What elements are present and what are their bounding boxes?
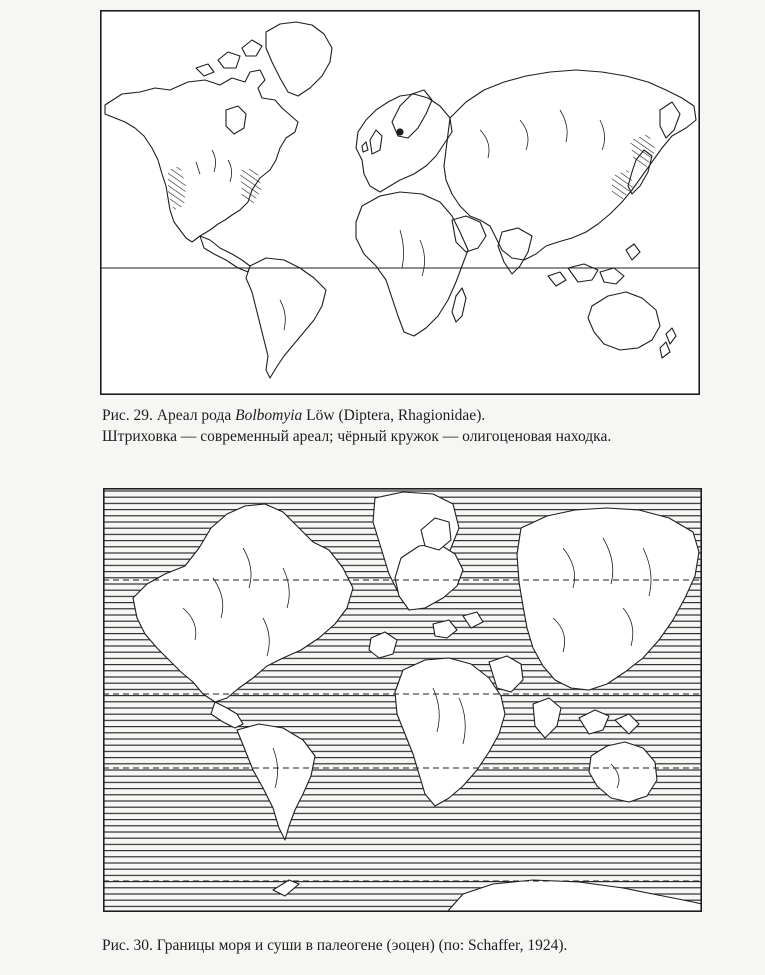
fig29-caption-line1 [102,405,611,426]
fig29-world-map [100,10,700,395]
fig29-map-border [101,11,699,394]
fig29-caption-prefix: Рис. 29. Ареал рода [102,407,236,424]
fig29-caption-suffix: Löw (Diptera, Rhagionidae). [302,407,486,424]
fig29-map-svg [100,10,700,395]
fig30-paleogene-map [103,488,702,912]
fig29-caption [102,405,611,447]
fig29-oligocene-find-dot [396,128,403,135]
fig29-caption-line2: Штриховка — современный ареал; чёрный кружок — олигоценовая находка. [102,428,612,445]
fig30-caption: Рис. 30. Границы моря и суши в палеогене (эоцен) (по: Schaffer, 1924). [102,937,568,954]
fig30-map-svg [103,488,702,912]
fig29-caption-genus: Bolbomyia [235,407,303,424]
